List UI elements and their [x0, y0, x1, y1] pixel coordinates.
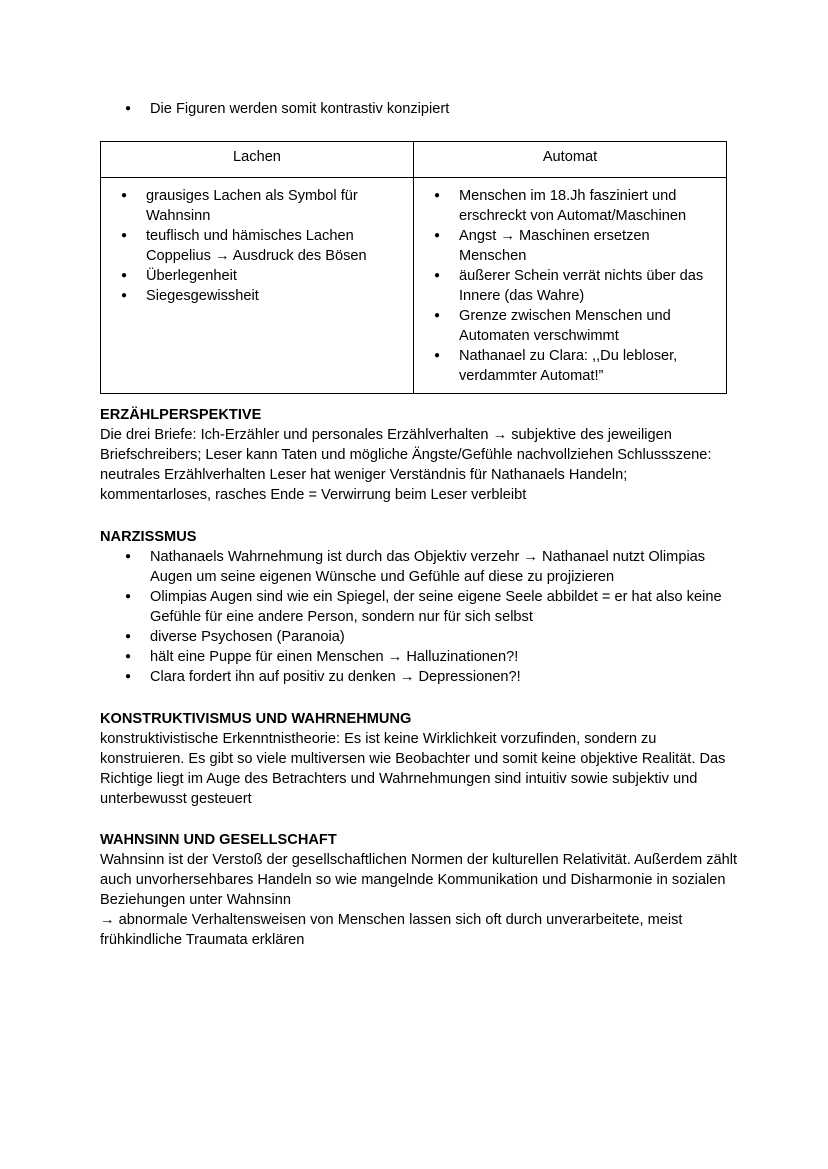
- section-text: konstruktivistische Erkenntnistheorie: Es ist keine Wirklichkeit vorzufinden, sondern zu konstruieren. Es gibt so viele multiversen wie Beobachter und somit keine objektive Realität. Das Richtige liegt im Auge des Betrachters und Wahrnehmungen sind intuitiv sowie subjektiv und unterbewusst gesteuert: [100, 731, 726, 807]
- automat-list: [434, 186, 716, 386]
- list-item: ● Grenze zwischen Menschen und Automaten verschwimmt: [434, 306, 716, 346]
- list-item: ● teuflisch und hämisches Lachen Coppelius → Ausdruck des Bösen: [121, 226, 403, 266]
- automat-cell: [414, 178, 727, 394]
- section-heading: NARZISSMUS: [100, 529, 197, 545]
- header-automat: Automat: [414, 142, 727, 178]
- section-wahnsinn: [100, 830, 740, 950]
- section-konstruktivismus: [100, 709, 740, 809]
- list-item: ● Überlegenheit: [121, 266, 403, 286]
- section-heading: KONSTRUKTIVISMUS UND WAHRNEHMUNG: [100, 711, 412, 727]
- lachen-cell: [101, 178, 414, 394]
- list-item: ● Olimpias Augen sind wie ein Spiegel, der seine eigene Seele abbildet = er hat also keine Gefühle für eine andere Person, sondern nur für sich selbst: [100, 587, 740, 627]
- section-text-conclusion: → abnormale Verhaltensweisen von Menschen lassen sich oft durch unverarbeitete, meist frühkindliche Traumata erklären: [100, 912, 683, 948]
- list-item: ● äußerer Schein verrät nichts über das Innere (das Wahre): [434, 266, 716, 306]
- list-item: ● Clara fordert ihn auf positiv zu denken → Depressionen?!: [100, 667, 740, 687]
- section-heading: WAHNSINN UND GESELLSCHAFT: [100, 832, 337, 848]
- table-header-row: [101, 142, 727, 178]
- narzissmus-list: [100, 547, 740, 687]
- intro-bullet: [125, 99, 745, 119]
- comparison-table: [100, 141, 727, 394]
- section-narzissmus: [100, 527, 740, 687]
- lachen-list: [121, 186, 403, 306]
- intro-list: [125, 99, 745, 119]
- list-item: ● Siegesgewissheit: [121, 286, 403, 306]
- list-item: ● Nathanael zu Clara: ,,Du lebloser, verdammter Automat!”: [434, 346, 716, 386]
- section-heading: ERZÄHLPERSPEKTIVE: [100, 407, 262, 423]
- list-item: ● Nathanaels Wahrnehmung ist durch das Objektiv verzehr → Nathanael nutzt Olimpias Augen um seine eigenen Wünsche und Gefühle auf diese zu projizieren: [100, 547, 740, 587]
- list-item: ● Angst → Maschinen ersetzen Menschen: [434, 226, 716, 266]
- section-text: Wahnsinn ist der Verstoß der gesellschaftlichen Normen der kulturellen Relativität. Außerdem zählt auch unvorhersehbares Handeln so wie mangelnde Kommunikation und Disharmonie in sozialen Beziehungen unter Wahnsinn: [100, 852, 738, 908]
- list-item: ● Menschen im 18.Jh fasziniert und erschreckt von Automat/Maschinen: [434, 186, 716, 226]
- list-item: ● hält eine Puppe für einen Menschen → Halluzinationen?!: [100, 647, 740, 667]
- list-item: ● diverse Psychosen (Paranoia): [100, 627, 740, 647]
- section-erzaehlperspektive: [100, 405, 740, 505]
- list-item: ● Die Figuren werden somit kontrastiv konzipiert: [125, 99, 745, 119]
- list-item: ● grausiges Lachen als Symbol für Wahnsinn: [121, 186, 403, 226]
- table-row: [101, 178, 727, 394]
- section-text: Die drei Briefe: Ich-Erzähler und personales Erzählverhalten → subjektive des jeweiligen Briefschreibers; Leser kann Taten und mögliche Ängste/Gefühle nachvollziehen Schlussszene: neutrales Erzählverhalten Leser hat weniger Verständnis für Nathanaels Handeln; kommentarloses, rasches Ende = Verwirrung beim Leser verbleibt: [100, 427, 712, 503]
- header-lachen: Lachen: [101, 142, 414, 178]
